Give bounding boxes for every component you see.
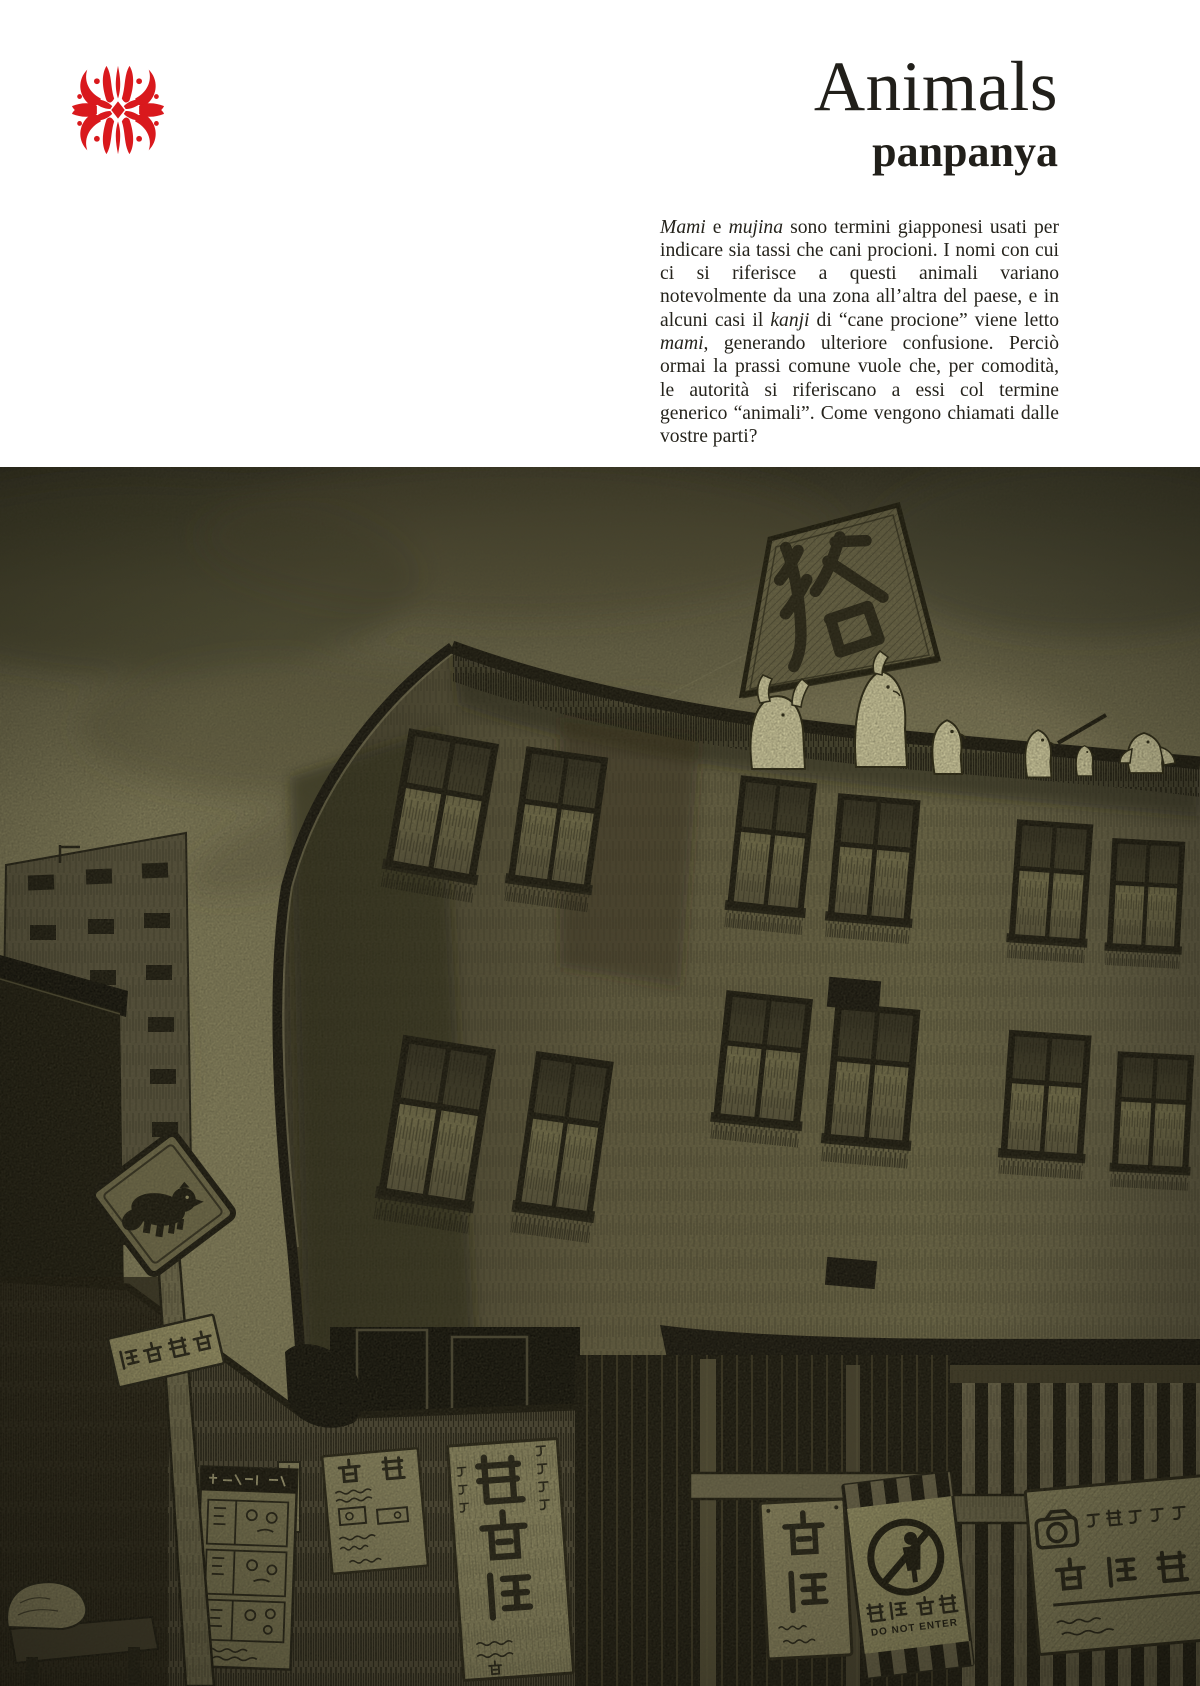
intro-seg: e [705,216,729,238]
intro-seg: sono termini giapponesi usati per indicare sia tassi che cani procioni. I nomi con cui ci si riferisce a questi animali variano notevolmente da una zona all’altra del paese, e in alcuni casi il [660,216,1059,331]
intro-seg: mami [660,333,704,355]
page-title: Animals [813,48,1058,126]
intro-seg: di “cane procione” viene letto [809,309,1059,331]
intro-seg: kanji [770,309,810,331]
intro-seg: mujina [728,216,784,238]
intro-seg: , generando ulteriore confusione. Perciò ormai la prassi comune vuole che, per comodità, le autorità si riferiscano a essi col termine generico “animali”. Come vengono chiamati dalle vostre parti? [660,333,1059,448]
intro-paragraph [660,216,1059,449]
vignette [0,467,1200,1686]
intro-seg: Mami [660,216,706,238]
cover-illustration [0,467,1200,1686]
author-name: panpanya [872,126,1058,176]
publisher-logo-icon [70,62,166,158]
